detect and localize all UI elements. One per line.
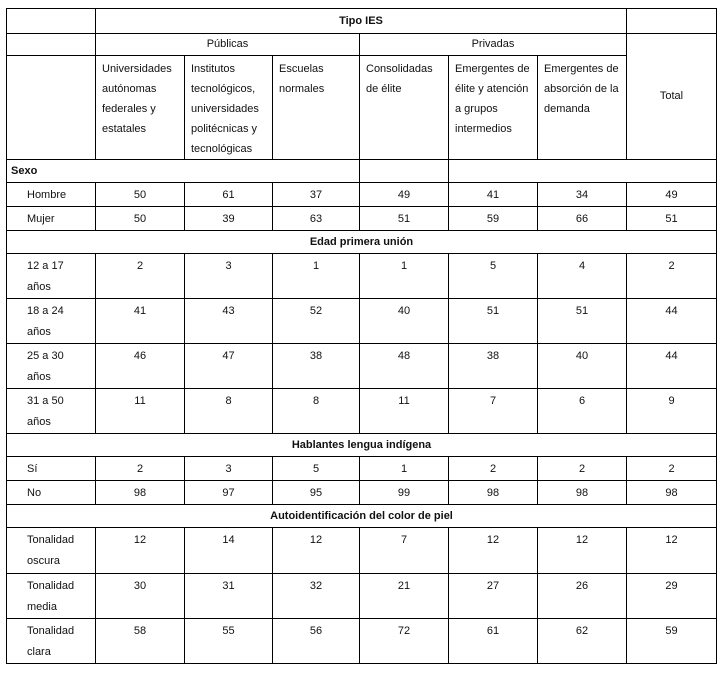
- section-title-color: Autoidentificación del color de piel: [7, 505, 717, 528]
- table-cell: 12: [273, 528, 360, 574]
- table-cell: 3: [185, 457, 273, 481]
- table-cell: 39: [185, 207, 273, 231]
- table-cell: 5: [273, 457, 360, 481]
- table-cell: 98: [538, 481, 627, 505]
- table-cell: 14: [185, 528, 273, 574]
- table-cell: 99: [360, 481, 449, 505]
- table-cell: 40: [538, 344, 627, 389]
- ies-table-container: [6, 8, 717, 664]
- table-cell: 49: [360, 183, 449, 207]
- table-cell: 44: [627, 299, 717, 344]
- table-cell: 4: [538, 254, 627, 299]
- column-header: Emergentes de élite y atención a grupos intermedios: [449, 56, 538, 160]
- table-cell: 32: [273, 574, 360, 619]
- row-label: Tonalidad clara: [7, 619, 96, 664]
- row-label: 31 a 50 años: [7, 389, 96, 434]
- table-cell: 21: [360, 574, 449, 619]
- table-cell: 2: [96, 457, 185, 481]
- table-cell: 31: [185, 574, 273, 619]
- table-cell: 6: [538, 389, 627, 434]
- table-cell: 47: [185, 344, 273, 389]
- table-cell: 51: [627, 207, 717, 231]
- table-cell: 12: [627, 528, 717, 574]
- table-cell: 95: [273, 481, 360, 505]
- section-title-sexo: Sexo: [7, 160, 360, 183]
- table-cell: 51: [360, 207, 449, 231]
- table-cell: 34: [538, 183, 627, 207]
- empty-cell: [449, 160, 717, 183]
- column-header: Escuelas normales: [273, 56, 360, 160]
- table-cell: 98: [96, 481, 185, 505]
- row-label: 25 a 30 años: [7, 344, 96, 389]
- ies-table: [6, 8, 717, 664]
- table-cell: 59: [449, 207, 538, 231]
- table-cell: 66: [538, 207, 627, 231]
- row-label: Sí: [7, 457, 96, 481]
- empty-cell: [360, 160, 449, 183]
- table-cell: 61: [449, 619, 538, 664]
- column-header: Institutos tecnológicos, universidades politécnicas y tecnológicas: [185, 56, 273, 160]
- table-cell: 43: [185, 299, 273, 344]
- table-cell: 56: [273, 619, 360, 664]
- table-cell: 26: [538, 574, 627, 619]
- row-label: No: [7, 481, 96, 505]
- row-label: Tonalidad oscura: [7, 528, 96, 574]
- row-label: 12 a 17 años: [7, 254, 96, 299]
- table-cell: 12: [96, 528, 185, 574]
- table-cell: 30: [96, 574, 185, 619]
- table-cell: 3: [185, 254, 273, 299]
- table-cell: 5: [449, 254, 538, 299]
- table-cell: 2: [627, 254, 717, 299]
- row-label: Tonalidad media: [7, 574, 96, 619]
- table-cell: 38: [273, 344, 360, 389]
- table-cell: 40: [360, 299, 449, 344]
- table-cell: 51: [538, 299, 627, 344]
- publicas-header: Públicas: [96, 34, 360, 56]
- table-cell: 2: [538, 457, 627, 481]
- header-empty-left: [7, 34, 96, 56]
- table-cell: 1: [360, 457, 449, 481]
- table-cell: 1: [360, 254, 449, 299]
- table-cell: 41: [449, 183, 538, 207]
- table-cell: 59: [627, 619, 717, 664]
- section-title-edad: Edad primera unión: [7, 231, 717, 254]
- table-cell: 44: [627, 344, 717, 389]
- tipo-ies-header: Tipo IES: [96, 9, 627, 34]
- table-cell: 2: [449, 457, 538, 481]
- table-cell: 63: [273, 207, 360, 231]
- table-cell: 50: [96, 207, 185, 231]
- table-cell: 98: [627, 481, 717, 505]
- header-empty-corner: [7, 9, 96, 34]
- total-header: Total: [627, 34, 717, 160]
- row-label: 18 a 24 años: [7, 299, 96, 344]
- table-cell: 46: [96, 344, 185, 389]
- column-header: Universidades autónomas federales y estatales: [96, 56, 185, 160]
- table-cell: 29: [627, 574, 717, 619]
- header-empty-left-2: [7, 56, 96, 160]
- table-cell: 12: [538, 528, 627, 574]
- table-cell: 11: [360, 389, 449, 434]
- table-cell: 52: [273, 299, 360, 344]
- table-cell: 98: [449, 481, 538, 505]
- table-cell: 11: [96, 389, 185, 434]
- table-cell: 61: [185, 183, 273, 207]
- table-cell: 37: [273, 183, 360, 207]
- table-cell: 8: [273, 389, 360, 434]
- table-cell: 58: [96, 619, 185, 664]
- section-title-lengua: Hablantes lengua indígena: [7, 434, 717, 457]
- table-cell: 12: [449, 528, 538, 574]
- table-cell: 49: [627, 183, 717, 207]
- table-cell: 48: [360, 344, 449, 389]
- table-cell: 2: [627, 457, 717, 481]
- table-cell: 38: [449, 344, 538, 389]
- table-cell: 41: [96, 299, 185, 344]
- row-label: Mujer: [7, 207, 96, 231]
- table-cell: 97: [185, 481, 273, 505]
- table-cell: 50: [96, 183, 185, 207]
- column-header: Emergentes de absorción de la demanda: [538, 56, 627, 160]
- privadas-header: Privadas: [360, 34, 627, 56]
- table-cell: 1: [273, 254, 360, 299]
- column-header: Consolidadas de élite: [360, 56, 449, 160]
- table-cell: 55: [185, 619, 273, 664]
- row-label: Hombre: [7, 183, 96, 207]
- table-cell: 7: [360, 528, 449, 574]
- table-cell: 7: [449, 389, 538, 434]
- table-cell: 62: [538, 619, 627, 664]
- table-cell: 2: [96, 254, 185, 299]
- header-empty-total: [627, 9, 717, 34]
- table-cell: 51: [449, 299, 538, 344]
- table-cell: 27: [449, 574, 538, 619]
- table-cell: 8: [185, 389, 273, 434]
- table-cell: 72: [360, 619, 449, 664]
- table-cell: 9: [627, 389, 717, 434]
